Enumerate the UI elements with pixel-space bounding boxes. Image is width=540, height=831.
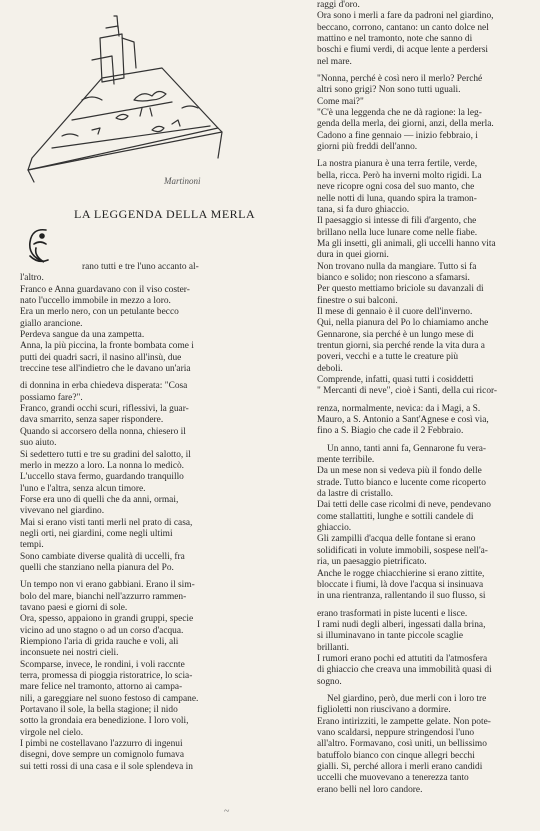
text-line: erano trasformati in piste lucenti e lisce. [317, 608, 468, 619]
text-line: I pimbi ne costellavano l'azzurro di ingenui [20, 739, 183, 750]
text-line: brillanti. [317, 642, 350, 653]
text-line: genda della merla, dei giorni, anzi, della merla. [317, 119, 494, 130]
text-line: Gennarone, sia perché è un lungo mese di [317, 329, 474, 340]
text-line: l'altro. [20, 273, 44, 284]
text-line: La nostra pianura è una terra fertile, verde, [317, 159, 478, 170]
text-line: Portavano il sole, la bella stagione; il nido [20, 705, 178, 716]
text-line: Ora sono i merli a fare da padroni nel giardino, [317, 11, 494, 22]
text-line: Il mese di gennaio è il cuore dell'inverno. [317, 306, 473, 317]
text-line: trentun giorni, sia perché rende la vita dura a [317, 340, 485, 351]
text-line: Un tempo non vi erano gabbiani. Erano il sim- [20, 580, 195, 591]
text-line: bolo del mare, bianchi nell'azzurro rammen- [20, 591, 187, 602]
text-line: poveri, vecchi e a tutte le creature più [317, 352, 459, 363]
text-line: altri sono grigi? Non sono tutti uguali. [317, 85, 461, 96]
text-line: merlo in mezzo a loro. La nonna lo medicò. [20, 460, 185, 471]
text-line: Si sedettero tutti e tre su gradini del salotto, il [20, 449, 191, 460]
text-line: "Nonna, perché è così nero il merlo? Perché [317, 74, 483, 85]
text-line: Franco e Anna guardavano con il viso coster- [20, 284, 190, 295]
text-line: si illuminavano in tante piccole scaglie [317, 631, 464, 642]
text-line: Mauro, a S. Antonio a Sant'Agnese e così via, [317, 415, 489, 426]
text-line: vano scaldarsi, neppure stringendosi l'uno [317, 727, 475, 738]
text-line: finestre o sui balconi. [317, 295, 398, 306]
text-line: vivevano nel giardino. [20, 506, 105, 517]
text-line: neve ricopre ogni cosa del suo manto, che [317, 182, 475, 193]
text-line: Anche le rogge chiacchierine si erano zittite, [317, 568, 485, 579]
text-line: gialli. Sì, perché allora i merli erano candidi [317, 762, 483, 772]
text-line: vicino ad uno stagno o ad un corso d'acqua. [20, 625, 184, 636]
text-line: treccine tese all'indietro che le davano un'aria [20, 364, 191, 375]
text-line: Comprende, infatti, quasi tutti i cosiddetti [317, 375, 474, 385]
text-line: da lastre di cristallo. [317, 489, 394, 500]
farmhouse-illustration [22, 8, 244, 190]
text-line: tavano paesi e giorni di sole. [20, 602, 128, 613]
text-line: figlioletti non riuscivano a dormire. [317, 705, 451, 716]
text-line: di donnina in erba chiedeva disperata: "Cosa [20, 381, 188, 392]
text-line: terra, promessa di pioggia ristoratrice, lo scia- [20, 671, 193, 682]
text-line: ria, un paesaggio pietrificato. [317, 557, 427, 568]
text-line: di ghiaccio che creava una immobilità quasi di [317, 665, 492, 676]
text-line: disegni, dove sempre un comignolo fumava [20, 750, 185, 761]
text-line: Mai si erano visti tanti merli nel prato di casa, [20, 517, 193, 528]
text-line: deboli. [317, 363, 343, 374]
text-line: Per questo mettiamo briciole su davanzali di [317, 284, 484, 295]
text-line: sotto la grondaia era benedizione. I loro voli, [20, 716, 189, 727]
text-line: bloccate i fiumi, là dove l'acqua si insinuava [317, 579, 484, 590]
text-line: I rami nudi degli alberi, ingessati dalla brina, [317, 619, 486, 630]
text-line: brillano nella luce lunare come nelle fiabe. [317, 227, 478, 238]
text-line: Da un mese non si vedeva più il fondo delle [317, 466, 482, 477]
text-line: mare felice nel tramonto, attorno ai campa- [20, 682, 183, 693]
article-title: LA LEGGENDA DELLA MERLA [74, 207, 256, 221]
text-line: boschi e fiumi verdi, di acque lente a perdersi [317, 45, 489, 56]
text-line: sui tetti rossi di una casa e il sole splendeva in [20, 761, 193, 772]
text-line: dava smarrito, senza saper rispondere. [20, 415, 164, 426]
text-line: Nel giardino, però, due merli con i loro tre [327, 693, 487, 704]
text-line: "C'è una leggenda che ne dà ragione: la leg- [317, 108, 482, 119]
text-line: ghiaccio. [317, 523, 352, 534]
text-line: dura in quei giorni. [317, 250, 389, 261]
text-line: I rumori erano pochi ed attutiti da l'atmosfera [317, 653, 488, 664]
text-line: " Mercanti di neve", cioè i Santi, della cui ricor- [317, 386, 498, 397]
text-line: Dai tetti delle case ricolmi di neve, pendevano [317, 500, 491, 511]
text-line: l'uno e l'altra, senza alcun timore. [20, 483, 146, 494]
text-line: batuffolo bianco con cinque allegri becchi [317, 750, 475, 761]
text-line: beccano, corrono, cantano: un canto dolce nel [317, 22, 489, 33]
text-line: Franco, grandi occhi scuri, riflessivi, la guar- [20, 404, 189, 415]
text-line: tempi. [20, 540, 44, 551]
decorative-initial-e-icon [24, 226, 54, 266]
text-line: Era un merlo nero, con un petulante becco [20, 307, 179, 318]
text-line: Erano intirizziti, le zampette gelate. Non pote- [317, 716, 491, 727]
text-line: tana, si fa duro ghiaccio. [317, 204, 410, 215]
text-line: sogno. [317, 676, 342, 687]
text-line: Scomparse, invece, le rondini, i voli raccnte [20, 659, 185, 670]
text-line: Sono cambiate diverse qualità di uccelli, fra [20, 551, 185, 562]
text-line: erano belli nel loro candore. [317, 784, 423, 795]
text-line: mente terribile. [317, 455, 375, 466]
text-line: Gli zampilli d'acqua delle fontane si erano [317, 534, 476, 545]
text-line: Cadono a fine gennaio — inizio febbraio, i [317, 130, 478, 141]
text-line: Quando si accorsero della nonna, chiesero il [20, 426, 186, 437]
text-line: Ma gli insetti, gli animali, gli uccelli hanno vita [317, 238, 496, 249]
text-column-left [20, 262, 248, 773]
text-line: negli orti, nei giardini, come negli ultimi [20, 528, 173, 539]
text-line: renza, normalmente, nevica: da i Magi, a S. [317, 403, 481, 414]
text-line: fino a S. Biagio che cade il 2 Febbraio. [317, 426, 464, 437]
text-line: inconsuete nei nostri cieli. [20, 648, 119, 659]
text-line: Qui, nella pianura del Po lo chiamiamo anche [317, 318, 489, 329]
text-line: Riempiono l'aria di grida rauche e voli, ali [20, 637, 179, 647]
text-line: virgole nel cielo. [20, 727, 84, 738]
text-line: raggi d'oro. [317, 0, 360, 10]
text-line: all'altro. Formavano, così uniti, un bellissimo [317, 739, 487, 750]
text-line: strade. Tutto bianco e lucente come ricoperto [317, 477, 486, 488]
text-line: solidificati in volute immobili, sospese nell'a- [317, 545, 488, 556]
text-line: L'uccello stava fermo, guardando tranquillo [20, 472, 184, 483]
text-line: quelli che stanziano nella pianura del Po. [20, 562, 174, 573]
text-line: Non trovano nulla da mangiare. Tutto si fa [317, 261, 477, 272]
text-line: nato l'uccello immobile in mezzo a loro. [20, 296, 171, 307]
text-line: Anna, la più piccina, la fronte bombata come i [20, 341, 194, 352]
text-line: Forse era uno di quelli che da anni, ormai, [20, 494, 179, 505]
text-line: Un anno, tanti anni fa, Gennarone fu vera- [327, 443, 487, 454]
text-line: Come mai?" [317, 96, 364, 107]
text-line: suo aiuto. [20, 438, 57, 449]
text-line: bianco e solido; non riescono a sfamarsi. [317, 272, 470, 283]
footer-mark: ~ [224, 806, 230, 817]
text-line: come stallattiti, lunghe e sottili candele di [317, 511, 474, 522]
text-line: Perdeva sangue da una zampetta. [20, 330, 145, 341]
text-line: Il paesaggio si intesse di fili d'argento, che [317, 216, 477, 227]
text-line: mattino e nel tramonto, note che sanno di [317, 34, 473, 45]
text-line: Ora, spesso, appaiono in grandi gruppi, specie [20, 614, 194, 625]
text-line: giallo arancione. [20, 318, 83, 329]
artist-signature: Martinoni [164, 176, 201, 186]
text-line: uccelli che muovevano a tenerezza tanto [317, 773, 469, 784]
text-line: nel mare. [317, 56, 352, 67]
text-column-right [317, 0, 528, 796]
text-line: nelle notti di luna, quando spira la tramon- [317, 193, 477, 204]
text-line: possiamo fare?". [20, 392, 83, 403]
text-line: putti dei quadri sacri, il nasino all'insù, due [20, 352, 182, 363]
text-line: bella, ricca. Però ha inverni molto rigidi. La [317, 170, 482, 181]
text-line: in una rientranza, rallentando il suo flusso, si [317, 591, 486, 602]
text-line: nili, a gareggiare nel suono festoso di campane. [20, 693, 199, 704]
text-line: rano tutti e tre l'uno accanto al- [82, 262, 199, 272]
text-line: giorni più freddi dell'anno. [317, 142, 418, 153]
